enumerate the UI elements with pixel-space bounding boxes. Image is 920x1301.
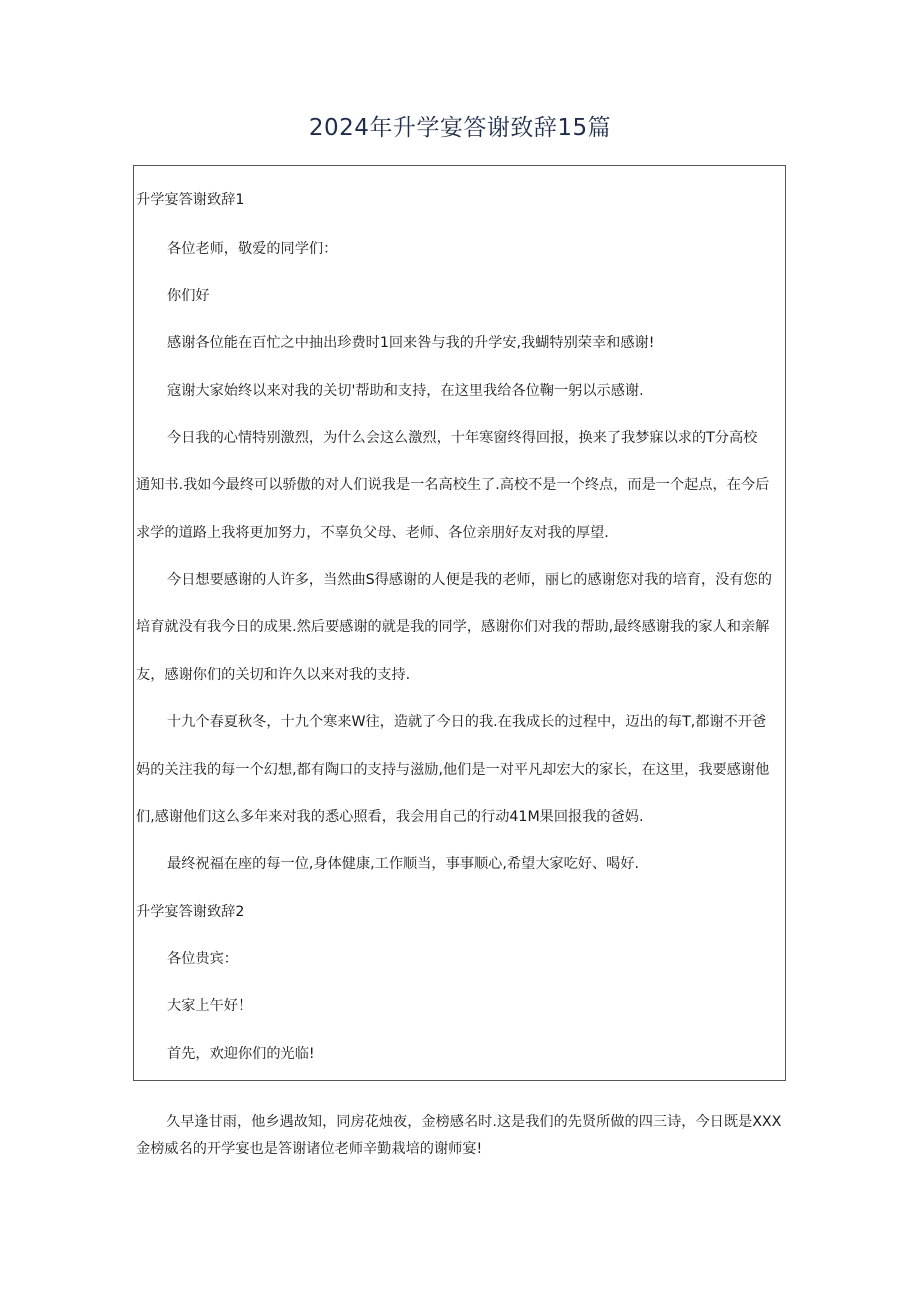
salutation-line: 你们好 (167, 288, 210, 304)
paragraph-line: 最终祝福在座的每一位,身体健康,工作顺当，事事顺心,希望大家吃好、喝好. (167, 856, 640, 872)
paragraph-line: 妈的关注我的每一个幻想,都有陶口的支持与滋励,他们是一对平凡却宏大的家长，在这里，我要感谢他 (136, 762, 770, 778)
paragraph-line: 通知书.我如今最终可以骄傲的对人们说我是一名高校生了.高校不是一个终点，而是一个起点，在今后 (136, 477, 770, 493)
greeting-line: 各位老师，敬爱的同学们： (167, 241, 338, 257)
greeting-line: 各位贵宾： (167, 951, 238, 967)
paragraph-line: 求学的道路上我将更加努力，不辜负父母、老师、各位亲朋好友对我的厚望. (136, 525, 609, 541)
paragraph-line: 首先，欢迎你们的光临! (167, 1046, 315, 1062)
paragraph-line: 今日想要感谢的人许多，当然曲S得感谢的人便是我的老师，丽匕的感谢您对我的培育，没有您的 (167, 572, 772, 588)
paragraph-line: 们,感谢他们这么多年来对我的悉心照看，我会用自己的行动41M果回报我的爸妈. (136, 809, 644, 825)
paragraph-line: 十九个春夏秋冬，十九个寒来W往，造就了今日的我.在我成长的过程中，迈出的每T,都谢不开爸 (167, 714, 767, 730)
trailing-paragraph-line: 金榜威名的开学宴也是答谢诸位老师辛勤栽培的谢师宴! (136, 1141, 483, 1157)
paragraph-line: 感谢各位能在百忙之中抽出珍费时1回来咎与我的升学安,我蝴特别荣幸和感谢! (167, 335, 655, 351)
document-title: 2024年升学宴答谢致辞15篇 (308, 115, 612, 141)
section-heading-2: 升学宴答谢致辞2 (136, 904, 245, 920)
paragraph-line: 今日我的心情特别激烈，为什么会这么激烈，十年寒窗终得回报，换来了我梦寐以求的T分高校 (167, 430, 758, 446)
salutation-line: 大家上午好！ (167, 998, 253, 1014)
paragraph-line: 培育就没有我今日的成果.然后要感谢的就是我的同学，感谢你们对我的帮助,最终感谢我的家人和亲解 (136, 619, 770, 635)
trailing-paragraph-line: 久早逢甘雨，他乡遇故知，同房花烛夜，金榜感名时.这是我们的先贤所做的四三诗，今日既是XXX (166, 1114, 782, 1130)
paragraph-line: 友，感谢你们的关切和许久以来对我的支持. (136, 667, 411, 683)
speech-text-box (133, 165, 786, 1081)
section-heading-1: 升学宴答谢致辞1 (136, 192, 245, 208)
paragraph-line: 寇谢大家始终以来对我的关切'帮助和支持，在这里我给各位鞠一躬以示感谢. (167, 383, 644, 399)
